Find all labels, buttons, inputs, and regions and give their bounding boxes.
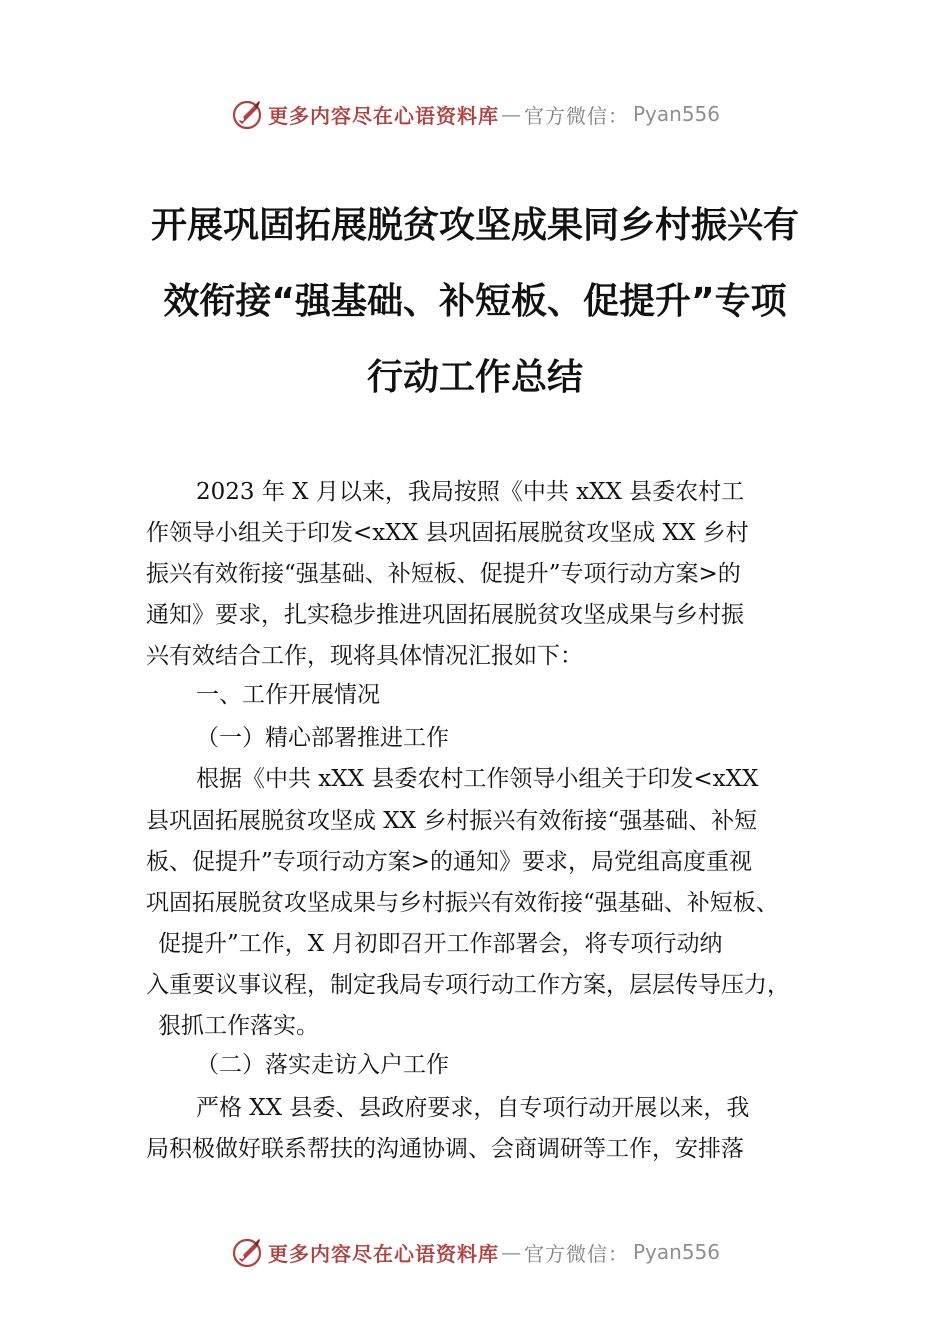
wechat-label: 官方微信： bbox=[523, 1241, 629, 1266]
brand-text: 更多内容尽在心语资料库 bbox=[267, 103, 499, 128]
body-line: 严格 XX 县委、县政府要求，自专项行动开展以来，我 bbox=[196, 1095, 750, 1121]
wechat-id: Pyan556 bbox=[632, 1240, 720, 1264]
body-line: 根据《中共 xXX 县委农村工作领导小组关于印发<xXX bbox=[196, 766, 759, 792]
separator-dash: — bbox=[500, 102, 522, 126]
quill-seal-icon bbox=[230, 97, 264, 131]
body-line: 狠抓工作落实。 bbox=[158, 1013, 319, 1039]
document-title-line-2: 效衔接“强基础、补短板、促提升”专项 bbox=[163, 281, 787, 322]
section-heading: 一、工作开展情况 bbox=[196, 682, 380, 708]
header-watermark-banner bbox=[0, 94, 950, 134]
body-line: 板、促提升”专项行动方案>的通知》要求，局党组高度重视 bbox=[146, 849, 753, 875]
quill-seal-icon bbox=[230, 1235, 264, 1269]
body-line: 巩固拓展脱贫攻坚成果与乡村振兴有效衔接“强基础、补短板、 bbox=[146, 890, 779, 916]
wechat-id: Pyan556 bbox=[632, 102, 720, 126]
body-line: 兴有效结合工作，现将具体情况汇报如下： bbox=[146, 643, 583, 669]
subsection-heading: （一）精心部署推进工作 bbox=[196, 725, 449, 751]
brand-text: 更多内容尽在心语资料库 bbox=[267, 1241, 499, 1266]
body-line: 入重要议事议程，制定我局专项行动工作方案，层层传导压力， bbox=[146, 972, 790, 998]
wechat-label: 官方微信： bbox=[523, 103, 629, 128]
document-title-line-3: 行动工作总结 bbox=[366, 357, 583, 398]
body-line: 促提升”工作，X 月初即召开工作部署会，将专项行动纳 bbox=[158, 931, 723, 957]
footer-watermark-banner bbox=[0, 1232, 950, 1272]
body-line: 2023 年 X 月以来，我局按照《中共 xXX 县委农村工 bbox=[196, 479, 745, 505]
body-line: 振兴有效衔接“强基础、补短板、促提升”专项行动方案>的 bbox=[146, 561, 741, 587]
body-line: 通知》要求，扎实稳步推进巩固拓展脱贫攻坚成果与乡村振 bbox=[146, 602, 744, 628]
body-line: 作领导小组关于印发<xXX 县巩固拓展脱贫攻坚成 XX 乡村 bbox=[146, 520, 749, 546]
subsection-heading: （二）落实走访入户工作 bbox=[196, 1052, 449, 1078]
document-title-line-1: 开展巩固拓展脱贫攻坚成果同乡村振兴有 bbox=[150, 205, 799, 246]
body-line: 局积极做好联系帮扶的沟通协调、会商调研等工作，安排落 bbox=[146, 1136, 744, 1162]
separator-dash: — bbox=[500, 1240, 522, 1264]
body-line: 县巩固拓展脱贫攻坚成 XX 乡村振兴有效衔接“强基础、补短 bbox=[146, 808, 758, 834]
